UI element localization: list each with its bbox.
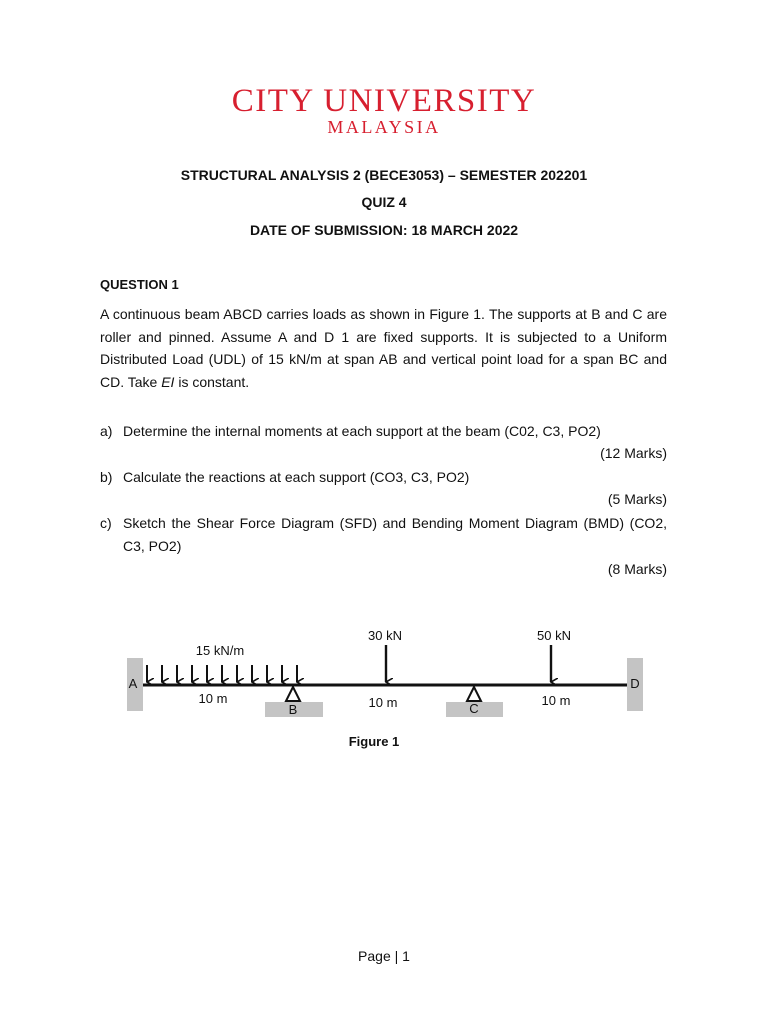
load1-label: 30 kN (368, 628, 402, 643)
node-b-label: B (288, 702, 298, 717)
node-a-label: A (128, 676, 138, 691)
intro-text: A continuous beam ABCD carries loads as shown in Figure 1. The supports at B and C are roller and pinned. Assume A and D 1 are fixed supports. It is subjected to a Uniform Distributed Load (UDL) of 15 kN/m at span AB and vertical point load for a span BC and CD. Take (100, 306, 667, 390)
span2-label: 10 m (368, 695, 398, 710)
part-a-label: a) (100, 423, 113, 439)
udl-label: 15 kN/m (195, 643, 245, 658)
course-title: STRUCTURAL ANALYSIS 2 (BECE3053) – SEMESTER 202201 (180, 167, 588, 183)
load2-label: 50 kN (537, 628, 571, 643)
part-c-label: c) (100, 515, 112, 531)
roller-support-b (286, 687, 300, 701)
part-b-marks: (5 Marks) (607, 491, 667, 507)
question-title: QUESTION 1 (100, 277, 179, 292)
part-a-marks: (12 Marks) (600, 445, 667, 461)
pin-support-c (467, 687, 481, 701)
span3-label: 10 m (541, 693, 571, 708)
logo-line2: MALAYSIA (327, 117, 441, 137)
part-b-label: b) (100, 469, 113, 485)
udl-arrows (147, 665, 297, 682)
part-a-text: Determine the internal moments at each support at the beam (C02, C3, PO2) (123, 423, 601, 439)
intro-end: is constant. (174, 373, 250, 390)
intro-ei: EI (161, 373, 175, 390)
page-number: Page | 1 (358, 948, 410, 964)
part-b-text: Calculate the reactions at each support (CO3, C3, PO2) (123, 469, 470, 485)
figure-caption: Figure 1 (348, 734, 400, 749)
logo-line1: CITY UNIVERSITY (231, 83, 537, 119)
span1-label: 10 m (198, 691, 228, 706)
part-c-text: Sketch the Shear Force Diagram (SFD) and Bending Moment Diagram (BMD) (CO2, C3, PO2) (123, 515, 667, 554)
part-c-marks: (8 Marks) (607, 561, 667, 577)
node-d-label: D (630, 676, 640, 691)
submission-date: DATE OF SUBMISSION: 18 MARCH 2022 (249, 222, 519, 238)
quiz-title: QUIZ 4 (361, 194, 407, 210)
node-c-label: C (469, 701, 479, 716)
